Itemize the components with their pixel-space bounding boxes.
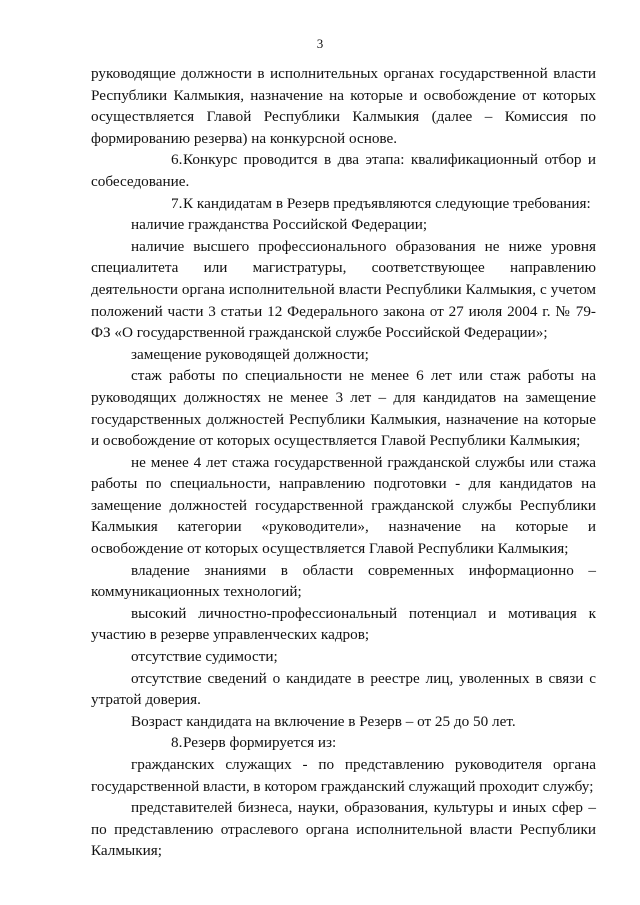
paragraph-text: Резерв формируется из: (183, 734, 337, 752)
item-number: 8. (171, 734, 183, 752)
requirement-no-distrust-record: отсутствие сведений о кандидате в реестре лиц, уволенных в связи с утратой доверия. (91, 669, 596, 709)
paragraph-continuation: руководящие должности в исполнительных органах государственной власти Республики Калмыкия, назначение на которые и освобождение от которых осуществляется Главой Республики Калмыкия (далее – Комиссия по формированию резерва) на конкурсной основе. (91, 65, 596, 147)
requirement-experience-civil: не менее 4 лет стажа государственной гражданской службы или стажа работы по специальности, направлению подготовки - для кандидатов на замещение должностей государственной гражданской службы Республики Калмыкия категории «руководители», назначение на которые и освобождение от которых осуществляется Главой Республики Калмыкия; (91, 453, 596, 558)
requirement-experience-state: стаж работы по специальности не менее 6 лет или стаж работы на руководящих должностях не менее 3 лет – для кандидатов на замещение государственных должностей Республики Калмыкия, назначение на которые и освобождение от которых осуществляется Главой Республики Калмыкия; (91, 367, 596, 450)
paragraph-item-8 (91, 732, 596, 754)
age-requirement: Возраст кандидата на включение в Резерв – от 25 до 50 лет. (131, 712, 516, 730)
requirement-education: наличие высшего профессионального образования не ниже уровня специалитета или магистратуры, соответствующее направлению деятельности органа исполнительной власти Республики Калмыкия, с учетом положений части 3 статьи 12 Федерального закона от 27 июля 2004 г. № 79-ФЗ «О государственной гражданской службе Российской Федерации»; (91, 237, 596, 342)
requirement-it-knowledge: владение знаниями в области современных информационно – коммуникационных технологий; (91, 561, 596, 601)
item-number: 7. (171, 194, 183, 212)
paragraph-item-7 (91, 193, 596, 215)
paragraph-text: К кандидатам в Резерв предъявляются следующие требования: (183, 194, 591, 212)
paragraph-item-6 (91, 149, 596, 192)
document-body (91, 63, 596, 862)
item-number: 6. (171, 151, 183, 169)
requirement-potential: высокий личностно-профессиональный потенциал и мотивация к участию в резерве управленческих кадров; (91, 604, 596, 644)
requirement-citizenship: наличие гражданства Российской Федерации; (131, 216, 428, 234)
requirement-position: замещение руководящей должности; (131, 345, 369, 363)
requirement-no-criminal-record: отсутствие судимости; (131, 648, 278, 666)
reserve-source-civil-servants: гражданских служащих - по представлению руководителя органа государственной власти, в котором гражданский служащий проходит службу; (91, 756, 596, 795)
paragraph-text: Конкурс проводится в два этапа: квалификационный отбор и собеседование. (91, 151, 596, 190)
page-number: 3 (316, 36, 324, 51)
reserve-source-representatives: представителей бизнеса, науки, образования, культуры и иных сфер – по представлению отраслевого органа исполнительной власти Республики Калмыкия; (91, 799, 596, 860)
